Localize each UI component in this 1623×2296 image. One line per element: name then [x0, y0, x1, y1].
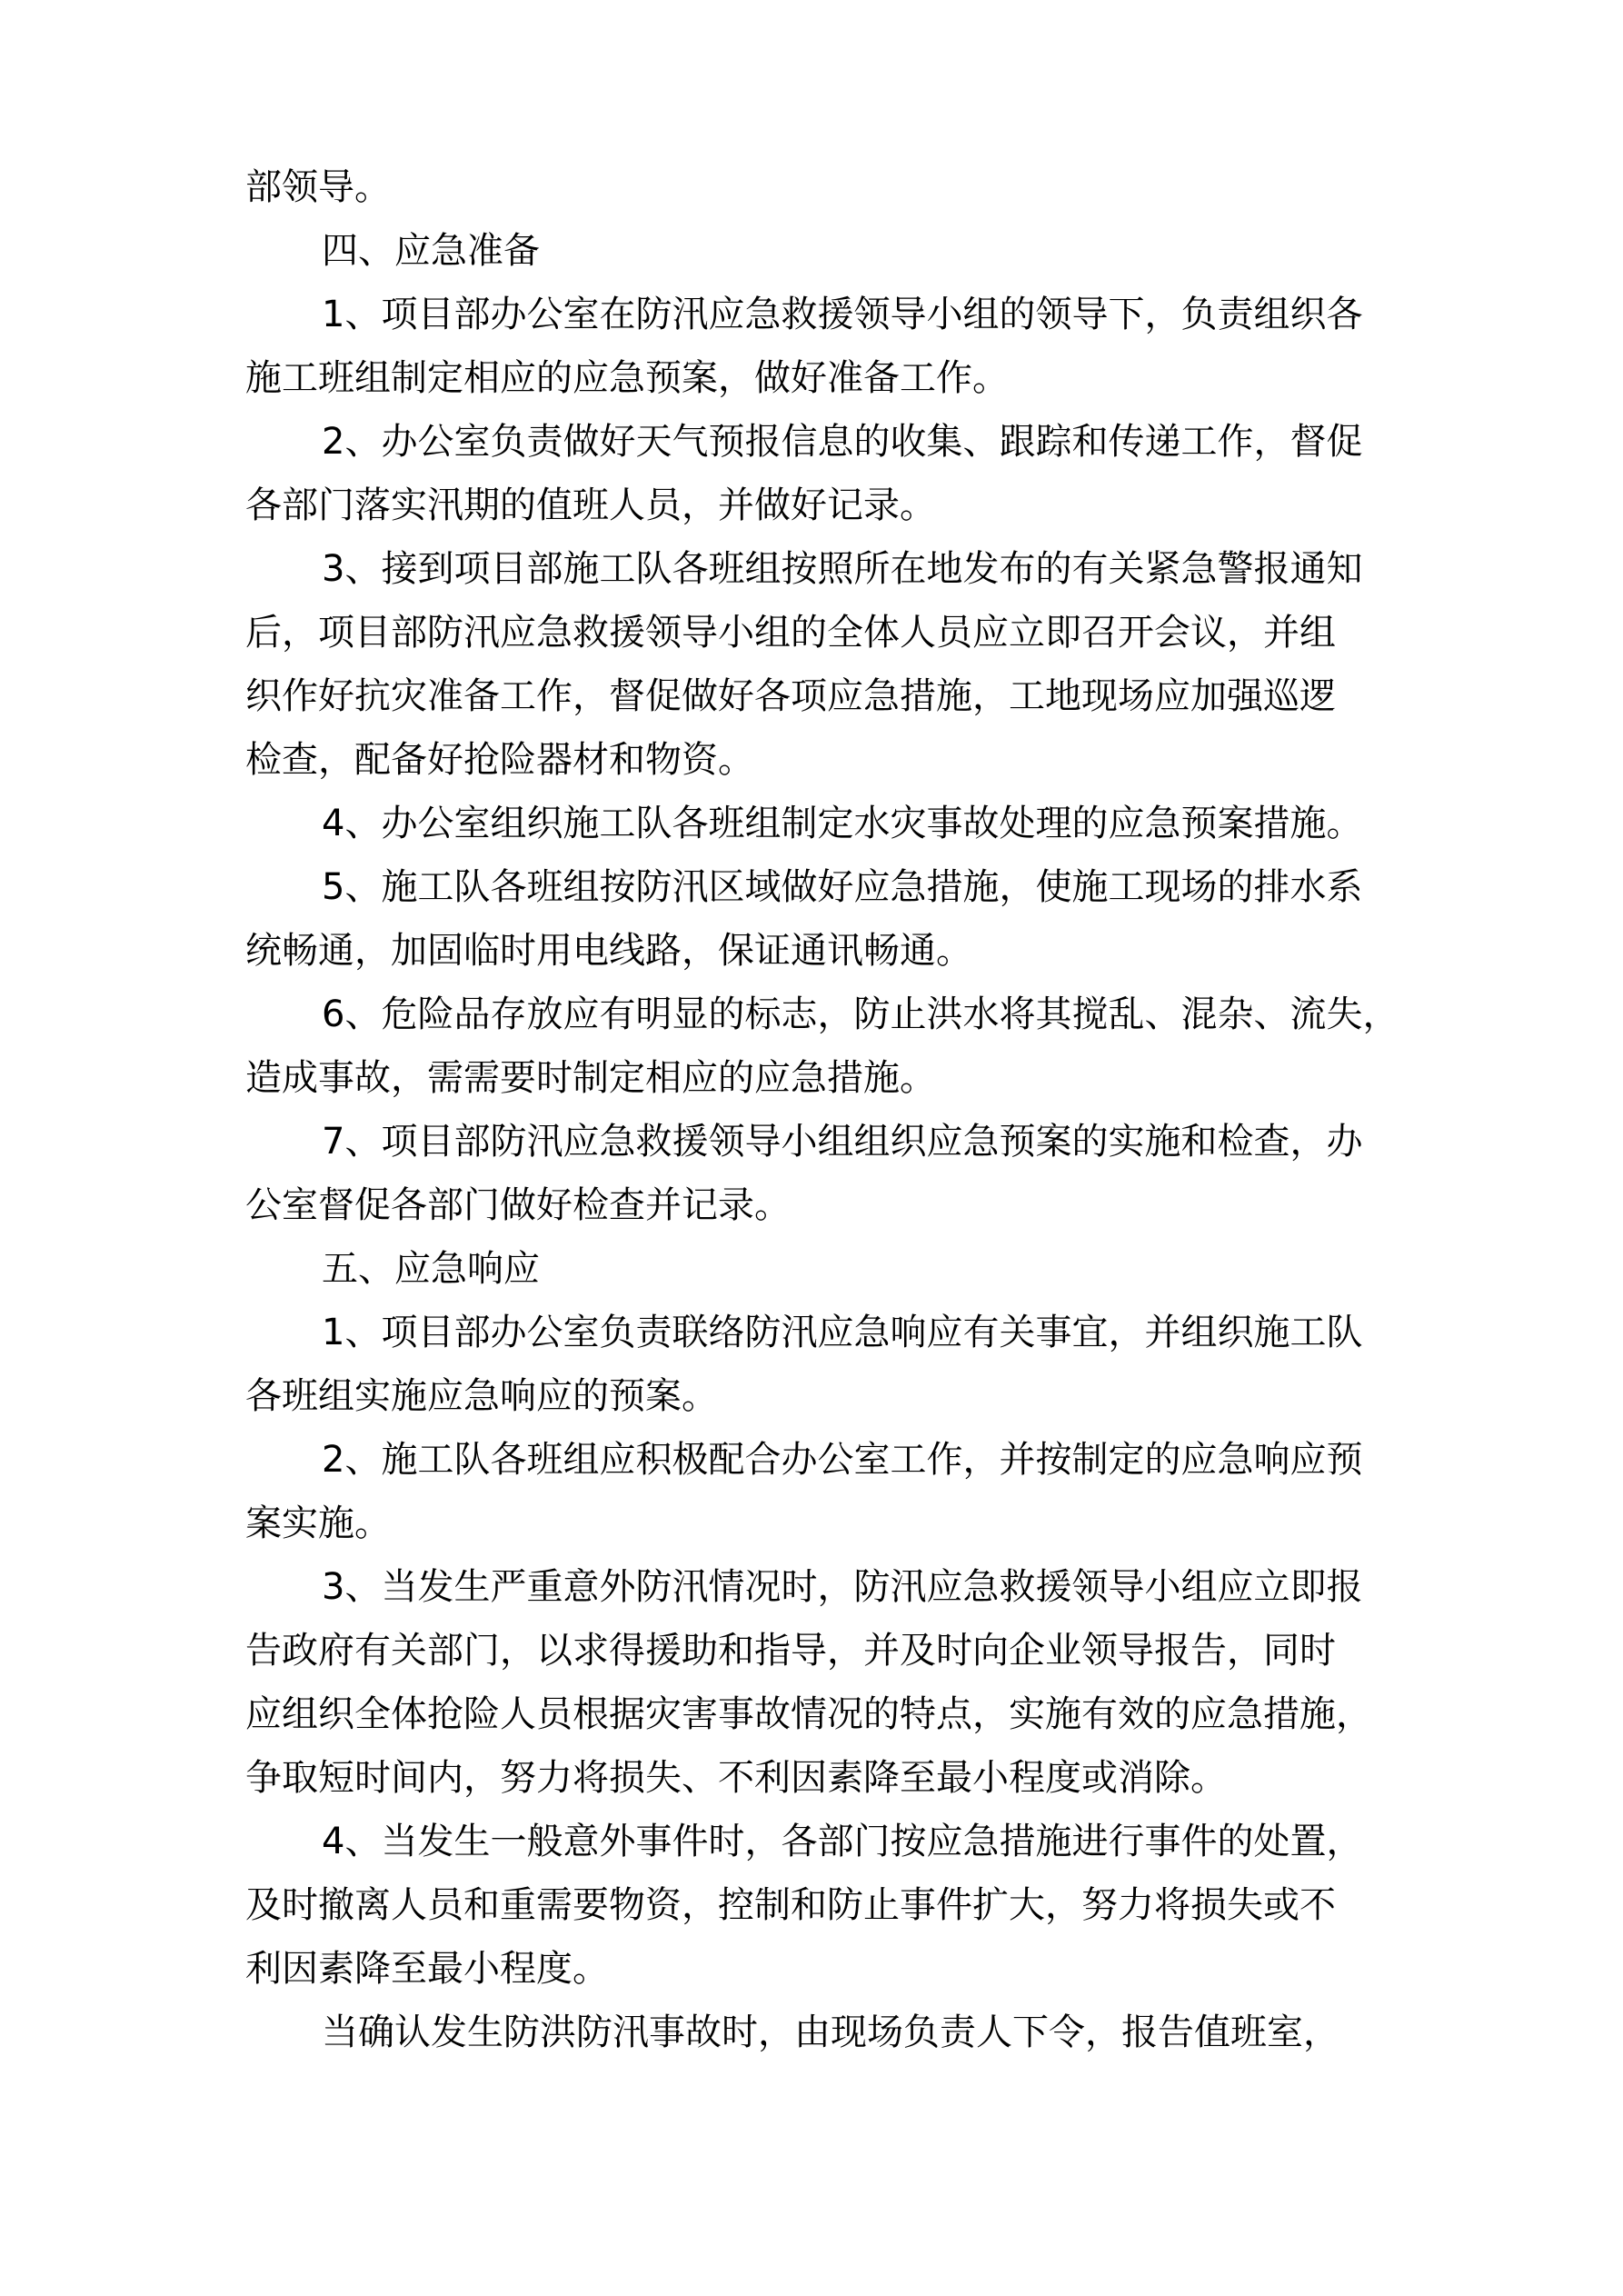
text-line: 告政府有关部门，以求得援助和指导，并及时向企业领导报告，同时 [245, 1630, 1336, 1672]
section-heading: 五、应急响应 [322, 1248, 540, 1290]
text-line: 5、施工队各班组按防汛区域做好应急措施，使施工现场的排水系 [322, 866, 1363, 908]
text-line: 7、项目部防汛应急救援领导小组组织应急预案的实施和检查，办 [322, 1121, 1363, 1163]
text-line: 造成事故，需需要时制定相应的应急措施。 [245, 1057, 936, 1099]
text-line: 各班组实施应急响应的预案。 [245, 1375, 718, 1417]
text-line: 检查，配备好抢险器材和物资。 [245, 739, 754, 781]
text-line: 公室督促各部门做好检查并记录。 [245, 1184, 791, 1226]
section-heading: 四、应急准备 [322, 230, 540, 272]
text-line: 1、项目部办公室负责联络防汛应急响应有关事宜，并组织施工队 [322, 1312, 1363, 1353]
text-line: 3、当发生严重意外防汛情况时，防汛应急救援领导小组应立即报 [322, 1566, 1363, 1608]
text-line: 利因素降至最小程度。 [245, 1948, 609, 1990]
text-line: 部领导。 [245, 166, 391, 208]
text-line: 统畅通，加固临时用电线路，保证通讯畅通。 [245, 930, 972, 972]
text-line: 当确认发生防洪防汛事故时，由现场负责人下令，报告值班室， [322, 2011, 1339, 2053]
text-line: 织作好抗灾准备工作，督促做好各项应急措施，工地现场应加强巡逻 [245, 675, 1336, 717]
text-line: 施工班组制定相应的应急预案，做好准备工作。 [245, 357, 1009, 399]
text-line: 争取短时间内，努力将损失、不利因素降至最小程度或消除。 [245, 1757, 1227, 1799]
text-line: 3、接到项目部施工队各班组按照所在地发布的有关紧急警报通知 [322, 548, 1363, 590]
text-line: 2、办公室负责做好天气预报信息的收集、跟踪和传递工作，督促 [322, 421, 1363, 463]
text-line: 案实施。 [245, 1502, 391, 1544]
text-line: 4、当发生一般意外事件时，各部门按应急措施进行事件的处置， [322, 1821, 1363, 1862]
text-line: 1、项目部办公室在防汛应急救援领导小组的领导下，负责组织各 [322, 294, 1363, 335]
text-line: 2、施工队各班组应积极配合办公室工作，并按制定的应急响应预 [322, 1439, 1363, 1481]
text-line: 4、办公室组织施工队各班组制定水灾事故处理的应急预案措施。 [322, 803, 1363, 844]
text-line: 6、危险品存放应有明显的标志，防止洪水将其搅乱、混杂、流失， [322, 993, 1399, 1035]
document-body [245, 155, 1427, 2064]
text-line: 后，项目部防汛应急救援领导小组的全体人员应立即召开会议，并组 [245, 612, 1336, 654]
text-line: 应组织全体抢险人员根据灾害事故情况的特点，实施有效的应急措施， [245, 1693, 1372, 1735]
text-line: 及时撤离人员和重需要物资，控制和防止事件扩大，努力将损失或不 [245, 1884, 1336, 1926]
text-line: 各部门落实汛期的值班人员，并做好记录。 [245, 484, 936, 526]
